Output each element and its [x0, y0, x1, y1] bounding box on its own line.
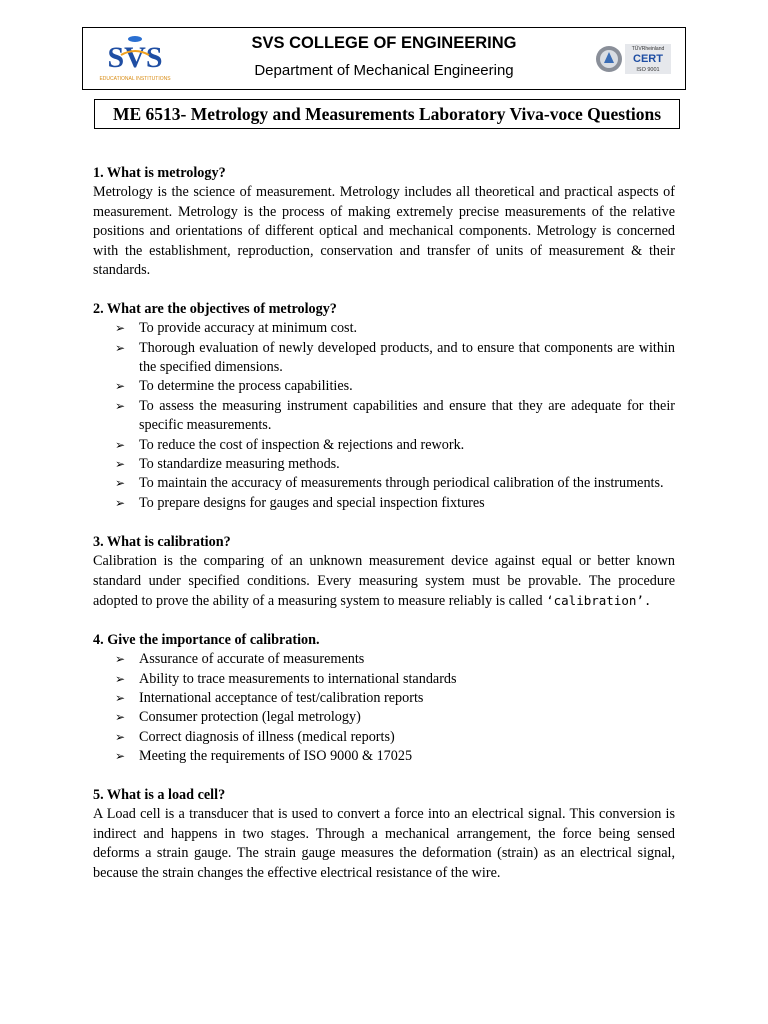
- list-item-text: Ability to trace measurements to international standards: [139, 670, 457, 687]
- arrow-bullet-icon: ➢: [115, 710, 126, 725]
- list-item-text: Consumer protection (legal metrology): [139, 709, 361, 726]
- list-item: [93, 455, 675, 474]
- arrow-bullet-icon: ➢: [115, 340, 126, 355]
- document-title: ME 6513- Metrology and Measurements Laboratory Viva-voce Questions: [94, 99, 680, 129]
- answer-text: [93, 552, 675, 611]
- list-item: [93, 377, 675, 396]
- question-1: [93, 164, 675, 280]
- list-item-text: To determine the process capabilities.: [139, 378, 353, 395]
- arrow-bullet-icon: ➢: [115, 671, 126, 686]
- list-item-text: Thorough evaluation of newly developed products, and to ensure that components are within the specified dimensions.: [139, 339, 675, 376]
- list-item-text: To prepare designs for gauges and special inspection fixtures: [139, 494, 485, 511]
- list-item: [93, 728, 675, 747]
- list-item: [93, 339, 675, 378]
- list-item: [93, 747, 675, 766]
- question-4: [93, 631, 675, 767]
- list-item: [93, 474, 675, 493]
- list-item-text: To assess the measuring instrument capabilities and ensure that they are adequate for their specific measurements.: [139, 397, 675, 434]
- cert-iso-text: ISO 9001: [636, 67, 660, 73]
- list-item-text: To standardize measuring methods.: [139, 456, 340, 473]
- question-2: [93, 300, 675, 513]
- answer-text: A Load cell is a transducer that is used to convert a force into an electrical signal. This conversion is indirect and happens in two stages. Through a mechanical arrangement, the force being sensed deforms a strain gauge. The strain gauge measures the deformation (strain) as an electrical signal, because the strain changes the effective electrical resistance of the wire.: [93, 806, 675, 881]
- question-heading: 1. What is metrology?: [93, 165, 226, 181]
- iso-cert-badge: [595, 40, 673, 78]
- college-name: SVS COLLEGE OF ENGINEERING: [251, 34, 517, 52]
- arrow-bullet-icon: ➢: [115, 690, 126, 705]
- arrow-bullet-icon: ➢: [115, 398, 126, 413]
- arrow-bullet-icon: ➢: [115, 437, 126, 452]
- answer-term: ‘calibration’.: [546, 592, 652, 608]
- list-item: [93, 689, 675, 708]
- question-heading: 3. What is calibration?: [93, 533, 231, 550]
- list-item: [93, 436, 675, 455]
- arrow-bullet-icon: ➢: [115, 749, 126, 764]
- list-item: [93, 650, 675, 669]
- arrow-bullet-icon: ➢: [115, 729, 126, 744]
- answer-text: Metrology is the science of measurement. Metrology includes all theoretical and practical aspects of measurement. Metrology is the process of making extremely precise measurements of the relative positions and orientations of different optical and mechanical components. Metrology is concerned with the establishment, reproduction, conservation and transfer of units of measurement & their standards.: [93, 184, 675, 279]
- arrow-bullet-icon: ➢: [115, 457, 126, 472]
- list-item-text: Meeting the requirements of ISO 9000 & 17025: [139, 748, 413, 765]
- list-item-text: International acceptance of test/calibration reports: [139, 689, 424, 706]
- arrow-bullet-icon: ➢: [115, 476, 126, 491]
- logo-text: SVS: [107, 41, 163, 74]
- logo-subtext: EDUCATIONAL INSTITUTIONS: [99, 76, 171, 82]
- list-item: [93, 319, 675, 338]
- list-item-text: To reduce the cost of inspection & rejections and rework.: [139, 436, 465, 453]
- arrow-bullet-icon: ➢: [115, 652, 126, 667]
- question-3: [93, 533, 675, 612]
- document-content: [93, 164, 675, 902]
- arrow-bullet-icon: ➢: [115, 495, 126, 510]
- list-item-text: Correct diagnosis of illness (medical reports): [139, 728, 395, 745]
- bullet-list: [93, 650, 675, 766]
- list-item: [93, 708, 675, 727]
- arrow-bullet-icon: ➢: [115, 379, 126, 394]
- question-heading: 2. What are the objectives of metrology?: [93, 300, 337, 317]
- bullet-list: [93, 319, 675, 513]
- list-item: [93, 670, 675, 689]
- cert-top-text: TÜVRheinland: [631, 46, 665, 52]
- question-5: [93, 786, 675, 883]
- list-item-text: Assurance of accurate of measurements: [139, 651, 365, 668]
- cert-main-text: CERT: [633, 53, 663, 65]
- question-heading: 4. Give the importance of calibration.: [93, 631, 320, 648]
- question-heading: 5. What is a load cell?: [93, 786, 226, 803]
- list-item-text: To maintain the accuracy of measurements through periodical calibration of the instruments.: [139, 475, 664, 492]
- arrow-bullet-icon: ➢: [115, 321, 126, 336]
- department-name: Department of Mechanical Engineering: [254, 62, 514, 79]
- list-item: [93, 494, 675, 513]
- list-item-text: To provide accuracy at minimum cost.: [139, 320, 358, 337]
- answer-body: Calibration is the comparing of an unknown measurement device against equal or better known standard under specified conditions. Every measuring system must be provable. The procedure adopted to prove the ability of a measuring system to measure reliably is called: [93, 553, 675, 609]
- list-item: [93, 397, 675, 436]
- header-box: [82, 27, 686, 90]
